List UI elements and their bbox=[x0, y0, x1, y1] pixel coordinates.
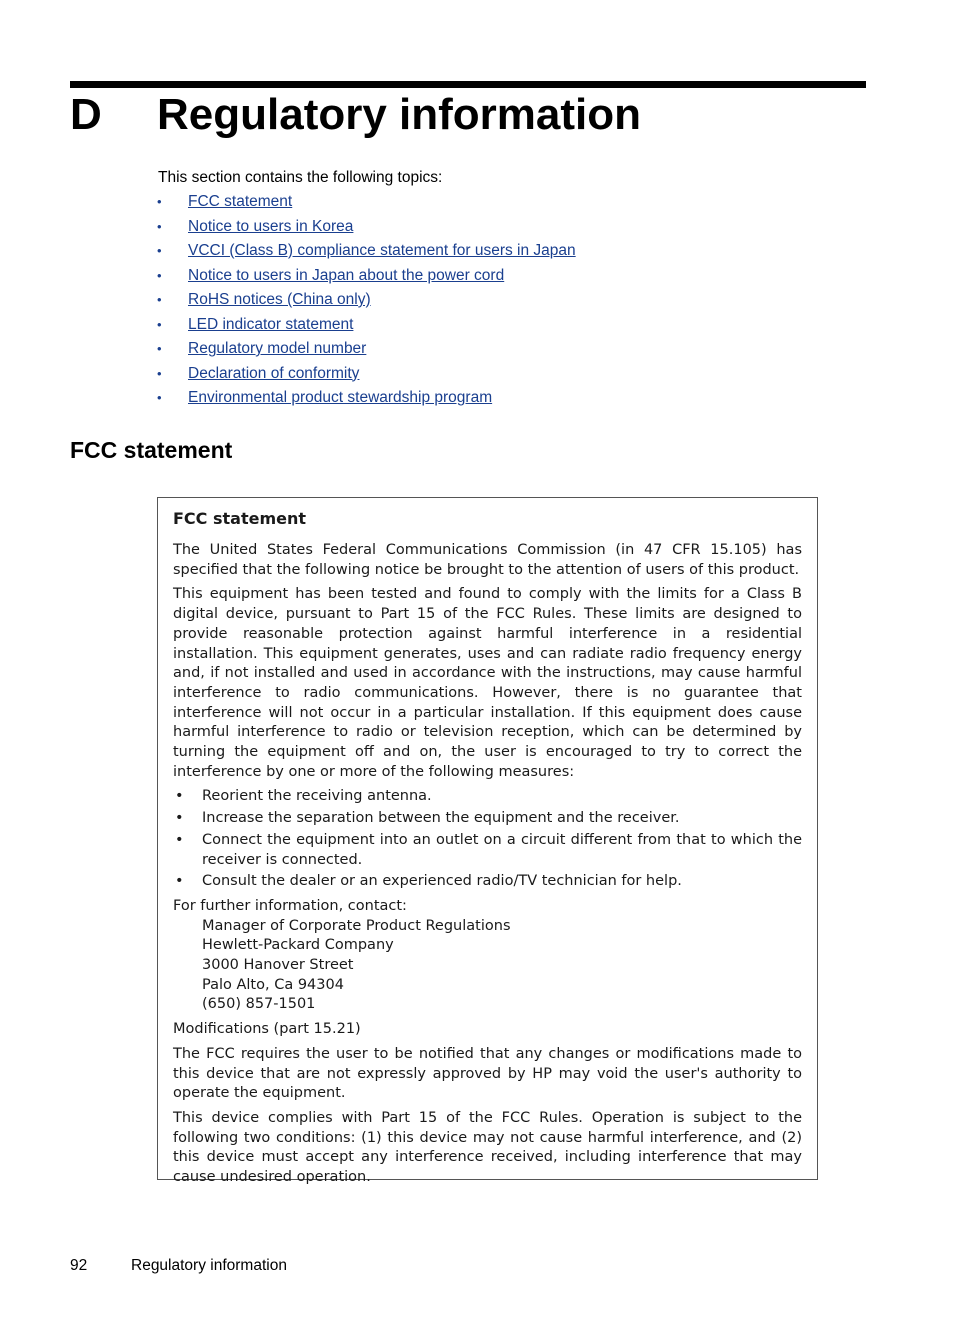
toc-link-declaration-of-conformity[interactable]: Declaration of conformity bbox=[188, 364, 360, 382]
bullet-icon: • bbox=[157, 267, 162, 283]
list-item bbox=[173, 809, 802, 829]
contact-line: (650) 857-1501 bbox=[202, 996, 316, 1013]
toc-link-environmental-program[interactable]: Environmental product stewardship program bbox=[188, 389, 493, 406]
modifications-heading: Modifications (part 15.21) bbox=[173, 1021, 361, 1038]
contact-block bbox=[173, 897, 802, 1015]
list-item bbox=[173, 831, 802, 870]
fcc-paragraph-2: This equipment has been tested and found to comply with the limits for a Class B digital device, pursuant to Part 15 of the FCC Rules. These limits are designed to provide reasonable protection against harmful interference in a residential installation. This equipment generates, uses and can radiate radio frequency energy and, if not installed and used in accordance with the instructions, may cause harmful interference to radio communications. However, there is no guarantee that interference will not occur in a particular installation. If this equipment does cause harmful interference to radio or television reception, which can be determined by turning the equipment off and on, the user is encouraged to try to correct the interference by one or more of the following measures: bbox=[173, 586, 802, 780]
toc-link-korea[interactable]: Notice to users in Korea bbox=[188, 217, 354, 235]
bullet-icon: • bbox=[157, 292, 162, 307]
measures-list bbox=[173, 787, 802, 892]
measure-text: Reorient the receiving antenna. bbox=[202, 788, 432, 805]
contact-line: 3000 Hanover Street bbox=[202, 957, 354, 974]
bullet-icon: • bbox=[157, 365, 162, 381]
bullet-icon: • bbox=[175, 788, 184, 805]
contact-line: Hewlett-Packard Company bbox=[202, 937, 394, 954]
contact-line: Manager of Corporate Product Regulations bbox=[202, 917, 511, 934]
top-rule bbox=[70, 81, 866, 88]
bullet-icon: • bbox=[157, 194, 162, 209]
toc-link-regulatory-model-number[interactable]: Regulatory model number bbox=[188, 340, 367, 357]
measure-text: Increase the separation between the equipment and the receiver. bbox=[202, 810, 680, 827]
chapter-letter: D bbox=[70, 90, 102, 139]
chapter-title: Regulatory information bbox=[157, 90, 642, 139]
list-item bbox=[173, 787, 802, 807]
fcc-paragraph-4: This device complies with Part 15 of the FCC Rules. Operation is subject to the following two conditions: (1) this device may not cause harmful interference, and (2) this device must accept any interference received, including interference that may cause undesired operation. bbox=[173, 1109, 802, 1186]
measure-text: Consult the dealer or an experienced radio/TV technician for help. bbox=[202, 873, 682, 890]
intro-text: This section contains the following topics: bbox=[158, 169, 443, 186]
contact-line: Palo Alto, Ca 94304 bbox=[202, 976, 344, 993]
toc-link-japan-power-cord[interactable]: Notice to users in Japan about the power cord bbox=[188, 266, 505, 284]
fcc-box-title: FCC statement bbox=[173, 509, 307, 528]
toc-link-rohs-china[interactable]: RoHS notices (China only) bbox=[188, 291, 371, 308]
bullet-icon: • bbox=[175, 810, 184, 827]
section-heading: FCC statement bbox=[70, 437, 233, 463]
list-item bbox=[173, 872, 802, 892]
bullet-icon: • bbox=[157, 243, 162, 258]
toc-link-led-indicator[interactable]: LED indicator statement bbox=[188, 315, 354, 333]
fcc-statement-box bbox=[157, 497, 818, 1186]
bullet-icon: • bbox=[175, 873, 184, 890]
bullet-icon: • bbox=[157, 218, 162, 234]
bullet-icon: • bbox=[157, 390, 162, 405]
bullet-icon: • bbox=[157, 341, 162, 356]
toc-link-fcc-statement[interactable]: FCC statement bbox=[188, 193, 293, 210]
bullet-icon: • bbox=[157, 316, 162, 332]
fcc-paragraph-3: The FCC requires the user to be notified that any changes or modifications made to this device that are not expressly approved by HP may void the user's authority to operate the equipment. bbox=[173, 1045, 802, 1102]
toc-link-vcci-japan[interactable]: VCCI (Class B) compliance statement for users in Japan bbox=[188, 242, 576, 259]
contact-intro: For further information, contact: bbox=[173, 897, 407, 914]
footer-title: Regulatory information bbox=[131, 1257, 287, 1274]
measure-text: Connect the equipment into an outlet on a circuit different from that to which the receiver is connected. bbox=[202, 831, 802, 868]
bullet-icon: • bbox=[175, 831, 184, 848]
page-number: 92 bbox=[70, 1257, 88, 1274]
fcc-paragraph-1: The United States Federal Communications Commission (in 47 CFR 15.105) has specified that the following notice be brought to the attention of users of this product. bbox=[173, 542, 802, 578]
